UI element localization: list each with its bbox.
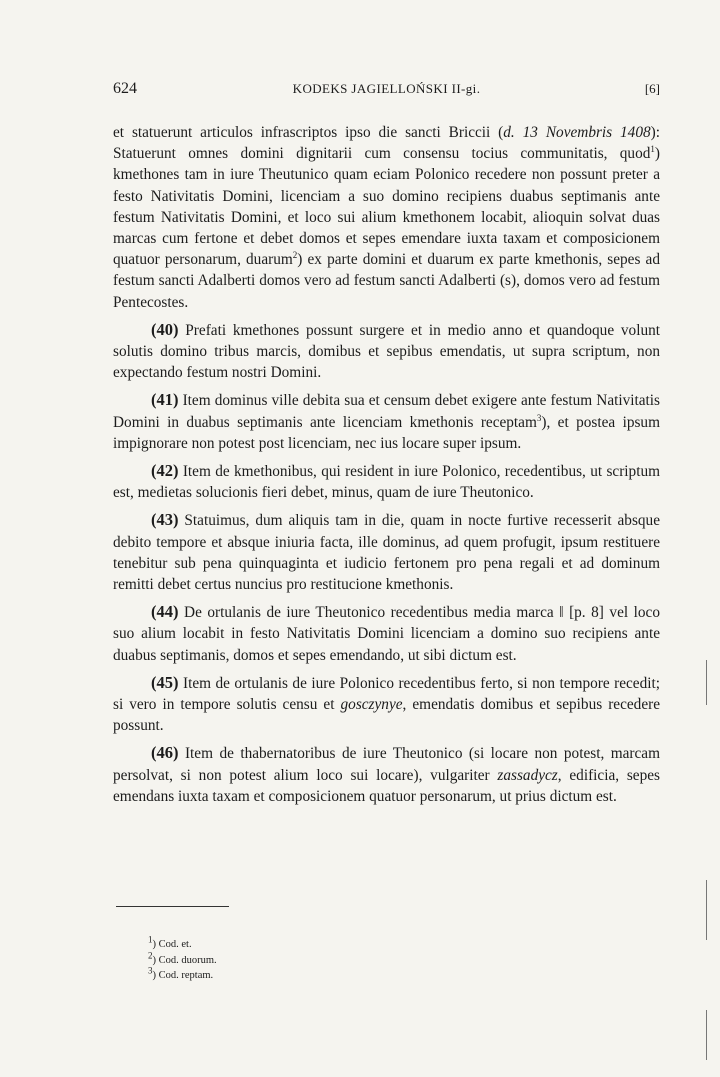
article-number: (41) [151, 390, 179, 410]
footnote-ref: 2 [292, 250, 298, 261]
paragraph-intro: et statuerunt articulos infrascriptos ipso die sancti Briccii (d. 13 Novembris 1408): Statuerunt omnes domini dignitarii cum consensu tocius communitatis, quod$^1$) kmethones tam in iure Theutunico quam eciam Polonico recedere non possunt preter a festo Nativitatis Domini, licenciam a suo domino recipiens duabus septimanis ante festum Nativitatis Domini, et loco sui alium kmethonem locabit, alioquin solvat duas marcas cum fertone et debet domos et sepes emendare iuxta taxam et composicionem quatuor personarum, duarum$^2$) ex parte domini et duarum ex parte kmethonis, sepes ad festum sancti Adalberti domos vero ad festum sancti Adalberti (s), domos vero ad festum Pentecostes. [113, 124, 660, 311]
page-number: 624 [113, 80, 137, 97]
paragraph-40: (40) Prefati kmethones possunt surgere et in medio anno et quandoque volunt solutis domino tribus marcis, domibus et sepibus emendatis, ut supra scriptum, non expectando festum nostri Domini. [113, 319, 660, 382]
article-number: (44) [151, 602, 179, 622]
footnote: $^3$) Cod. reptam. [148, 965, 214, 981]
paragraph-41: (41) Item dominus ville debita sua et censum debet exigere ante festum Nativitatis Domini in duabus septimanis ante licenciam kmethonis receptam$^3$), et postea ipsum impignorare non potest post licenciam, nec ius locare super ipsum. [113, 390, 660, 452]
paragraph-44: (44) De ortulanis de iure Theutonico recedentibus media marca ‖ [p. 8] vel loco suo alium locabit in festo Nativitatis Domini licenciam a domino suo recipiens ante duabus septimanis, domos et sepes emendando, ut sibi dictum est. [113, 602, 660, 664]
paragraph-46: (46) Item de thabernatoribus de iure Theutonico (si locare non potest, marcam persolvat, si non potest alium loco sui locare), vulgariter zassadycz, edificia, sepes emendans iuxta taxam et composicionem quatuor personarum, ut prius dictum est. [113, 743, 660, 805]
article-number: (46) [151, 743, 179, 763]
section-ref: [6] [644, 81, 660, 96]
scan-edge-mark [706, 880, 707, 940]
article-number: (40) [151, 319, 179, 339]
footnote-divider [116, 906, 229, 907]
paragraph-42: (42) Item de kmethonibus, qui resident in iure Polonico, recedentibus, ut scriptum est, medietas solucionis fieri debet, minus, quam de iure Theutonico. [113, 461, 660, 502]
vernacular-term: zassadycz [497, 766, 558, 784]
running-title: KODEKS JAGIELLOŃSKI II-gi. [292, 81, 481, 96]
footnote: $^1$) Cod. et. [148, 934, 192, 950]
main-text [113, 122, 660, 813]
footnote-ref: 1 [650, 144, 655, 155]
article-number: (45) [151, 672, 179, 692]
page-header [113, 80, 660, 104]
vernacular-term: gosczynye [340, 696, 403, 714]
paragraph-45: (45) Item de ortulanis de iure Polonico recedentibus ferto, si non tempore recedit; si vero in tempore solutis censu et gosczynye, emendatis domibus et sepibus recedere possunt. [113, 672, 660, 735]
scan-edge-mark [706, 1010, 707, 1060]
page-ref: [p. 8] [569, 604, 604, 622]
scan-edge-mark [706, 660, 707, 705]
paragraph-43: (43) Statuimus, dum aliquis tam in die, quam in nocte furtive recesserit absque debito tempore et absque iniuria facta, ille dominus, ad quem profugit, ipsum restituere tenebitur sub pena quinquaginta et iudicio fertonem pro pena regali et ad dominum remitti debet certus nuncius pro restitucione kmethonis. [113, 510, 660, 594]
footnote-ref: 3 [536, 412, 542, 423]
article-number: (42) [151, 461, 179, 481]
footnotes [148, 934, 217, 984]
footnote: $^2$) Cod. duorum. [148, 950, 217, 966]
date-note: d. 13 Novembris 1408 [503, 124, 651, 141]
article-number: (43) [151, 510, 179, 530]
